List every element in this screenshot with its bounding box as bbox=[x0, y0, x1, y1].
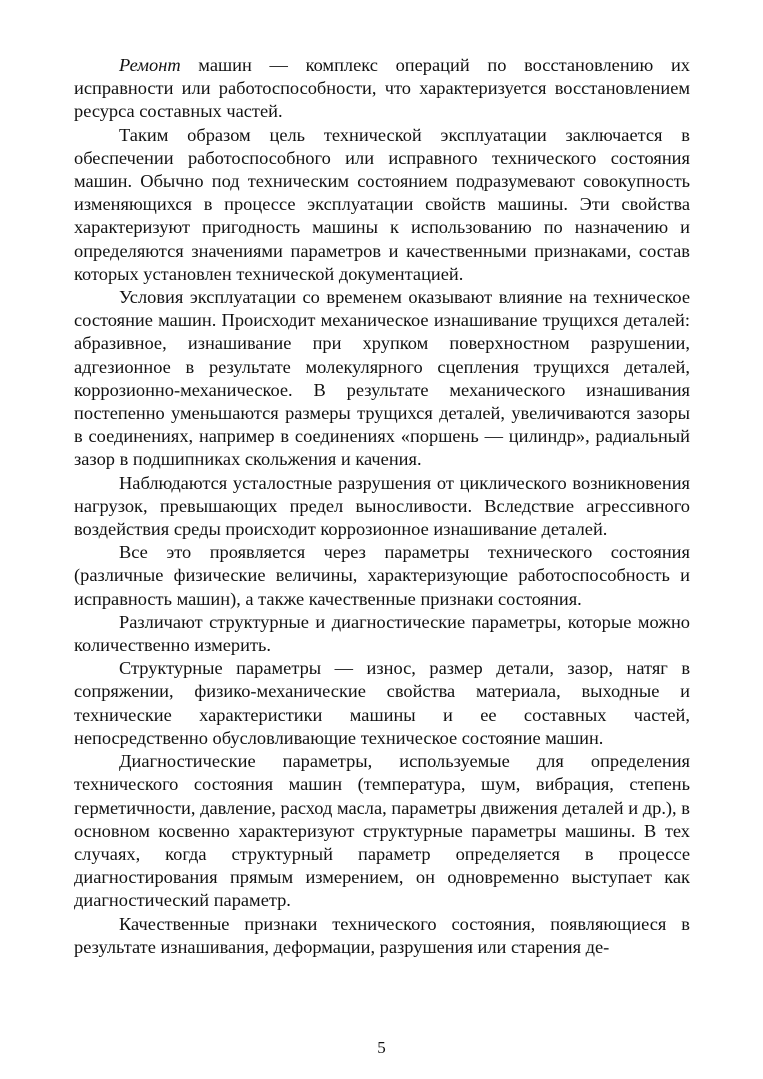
paragraph-fatigue-failure: Наблюдаются усталостные разрушения от циклического возникновения нагрузок, превышающих предел выносливости. Вследствие агрессивного воздействия среды происходит коррозионное изнашивание деталей. bbox=[74, 472, 690, 540]
paragraph-wear-conditions: Условия эксплуатации со временем оказывают влияние на техническое состояние машин. Происходит механическое изнашивание трущихся деталей: абразивное, изнашивание при хрупком поверхностном разрушении, адгезионное в результате молекулярного сцепления трущихся деталей, коррозионно-механическое. В результате механического изнашивания постепенно уменьшаются размеры трущихся деталей, увеличиваются зазоры в соединениях, например в соединениях «поршень — цилиндр», радиальный зазор в подшипниках скольжения и качения. bbox=[74, 287, 690, 470]
paragraph-state-parameters: Все это проявляется через параметры технического состояния (различные физические величины, характеризующие работоспособность и исправность машин), а также качественные признаки состояния. bbox=[74, 542, 690, 609]
paragraph-structural-parameters: Структурные параметры — износ, размер детали, зазор, натяг в сопряжении, физико-механические свойства материала, выходные и технические характеристики машины и ее составных частей, непосредственно обусловливающие техническое состояние машин. bbox=[74, 658, 690, 748]
paragraph-operation-goal: Таким образом цель технической эксплуатации заключается в обеспечении работоспособного или исправного технического состояния машин. Обычно под техническим состоянием подразумевают совокупность изменяющихся в процессе эксплуатации свойств машины. Эти свойства характеризуют пригодность машины к использованию по назначению и определяются значениями параметров и качественными признаками, состав которых установлен технической документацией. bbox=[74, 124, 690, 284]
page-body bbox=[74, 54, 690, 959]
paragraph-parameter-types: Различают структурные и диагностические параметры, которые можно количественно измерить. bbox=[74, 611, 690, 656]
paragraph-diagnostic-parameters: Диагностические параметры, используемые для определения технического состояния машин (температура, шум, вибрация, степень герметичности, давление, расход масла, параметры движения деталей и др.), в основном косвенно характеризуют структурные параметры машины. В тех случаях, когда структурный параметр определяется в процессе диагностирования прямым измерением, он одновременно выступает как диагностический параметр. bbox=[74, 751, 690, 911]
term-repair: Ремонт bbox=[119, 55, 181, 75]
paragraph-text: машин — комплекс операций по восстановлению их исправности или работоспособности, что характеризуется восстановлением ресурса составных частей. bbox=[74, 55, 690, 122]
paragraph-repair-definition bbox=[74, 54, 690, 124]
paragraph-qualitative-signs: Качественные признаки технического состояния, появляющиеся в результате изнашивания, деформации, разрушения или старения де- bbox=[74, 913, 690, 957]
page-number: 5 bbox=[377, 1038, 386, 1057]
